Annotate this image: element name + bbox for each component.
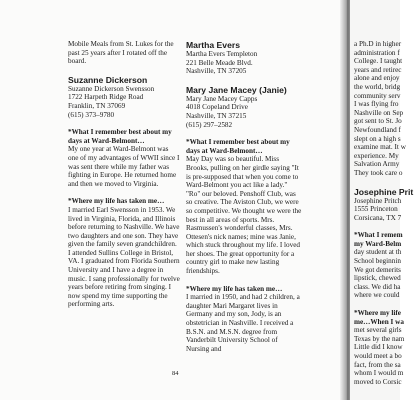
text-line: College. I taught <box>354 57 403 66</box>
text-line: the world, bridg <box>354 82 401 91</box>
text-line: lipstick, chewed <box>354 274 401 283</box>
answer-text: May Day was so beautiful. Miss Brooks, pulling on her girdle saying "It is pre-supposed that when you come to Ward-Belmont you act like a lady." "Ro" our beloved. Penshoff Club, was so creative. The Aviston Club, we were so competitive. We thought we were the best in all areas of sports. Mrs. Rasmussen's wonderful classes, Mrs. Ottesen's nick names; mine was Janie, which stuck throughout my life. I loved her shoes. The great opportunity for a country girl to make new lasting friendships. <box>186 155 302 276</box>
text-line: me…When I wa <box>354 317 404 326</box>
text-line: Nashville on Sep <box>354 108 404 117</box>
left-column-1 <box>68 40 180 309</box>
address-line: (615) 297–2582 <box>186 120 233 129</box>
address-line: Nashville, TN 37215 <box>186 111 247 120</box>
text-line: would meet a bo <box>354 352 402 360</box>
question-heading: *What I remember best about my days at Ward-Belmont… <box>68 128 172 145</box>
left-column-2 <box>186 40 302 353</box>
address-line: 221 Belle Meade Blvd. <box>186 58 253 67</box>
person-name: Suzanne Dickerson <box>68 74 148 85</box>
right-lines-bottom <box>354 318 414 387</box>
person-name: Martha Evers <box>186 40 240 50</box>
answer-text: I married in 1950, and had 2 children, a daughter Mari Margaret lives in Germany and my son, Jody, is an obstetrician in Nashville. I received a B.S.N. and M.S.N. degree from Vanderbilt University School of Nursing and <box>186 293 300 353</box>
text-line: got sent to St. Jo <box>354 117 402 126</box>
text-line: I was flying fro <box>354 100 399 109</box>
person-name: Josephine Prit <box>354 186 414 197</box>
question-heading: *Where my life <box>354 309 401 318</box>
address-line: Corsicana, TX 7 <box>354 213 402 222</box>
page-number: 84 <box>172 370 179 377</box>
address-line: 1722 Harpeth Ridge Road <box>68 93 144 102</box>
address-line: (615) 373–9780 <box>68 110 115 119</box>
right-lines-mid <box>354 240 414 300</box>
text-line: administration f <box>354 48 400 57</box>
text-line: slept on a high s <box>354 134 401 143</box>
text-line: examine mat. It w <box>354 143 406 152</box>
text-line: my Ward-Belm <box>354 239 402 248</box>
text-line: years and retirec <box>354 65 402 74</box>
text-line: community serv <box>354 91 401 100</box>
text-line: They took care o <box>354 168 403 177</box>
person-name: Mary Jane Macey (Janie) <box>186 84 287 95</box>
question-heading: *Where my life has taken me… <box>68 197 165 206</box>
text-line: moved to Corsic <box>354 377 402 386</box>
right-lines-top <box>354 40 414 178</box>
text-line: met several girls <box>354 326 402 335</box>
question-heading: *Where my life has taken me… <box>186 284 283 293</box>
address-line: 1555 Princeton <box>354 205 398 214</box>
text-line: fact, from the sa <box>354 360 401 369</box>
text-line: Little did I know <box>354 343 403 352</box>
text-line: class. We did ha <box>354 282 401 291</box>
text-line: Newfoundland f <box>354 125 401 134</box>
intro-text: Mobile Meals from St. Lukes for the past 25 years after I rotated off the board. <box>68 40 174 66</box>
text-line: day student at th <box>354 248 402 257</box>
address-line: Josephine Pritch <box>354 196 402 205</box>
text-line: Texas by the nam <box>354 334 405 343</box>
text-line: School beginnin <box>354 257 401 266</box>
address-line: 4018 Copeland Drive <box>186 103 248 112</box>
text-line: Salvation Army <box>354 160 400 169</box>
text-line: where we could <box>354 291 400 300</box>
text-line: alone and enjoy <box>354 74 400 83</box>
question-heading: *What I remember best about my days at Ward-Belmont… <box>186 138 290 155</box>
address-line: Franklin, TN 37069 <box>68 101 126 110</box>
text-line: We got demerits <box>354 265 401 274</box>
question-heading: *What I remem <box>354 231 403 240</box>
address-line: Nashville, TN 37205 <box>186 67 247 76</box>
address-line: Mary Jane Macey Capps <box>186 94 258 103</box>
text-line: experience. My <box>354 151 399 160</box>
address-line: Martha Evers Templeton <box>186 50 258 58</box>
answer-text: I married Earl Swensson in 1953. We lived in Virginia, Florida, and Illinois before returning to Nashville. We have two daughters and one son. They have given the family seven grandchildren. I attended Sullins College in Bristol, VA. I graduated from Florida Southern University and I have a degree in music. I sang professionally for twelve years before retiring from singing. I now spend my time supporting the performing arts. <box>68 205 180 309</box>
address-line: Suzanne Dickerson Swensson <box>68 84 155 93</box>
text-line: a Ph.D in higher <box>354 40 402 48</box>
right-column <box>354 40 414 386</box>
text-line: whom I would m <box>354 369 404 378</box>
answer-text: My one year at Ward-Belmont was one of my advantages of WWII since I was sent there while my father was fighting in Europe. He returned home and then we moved to Virginia. <box>68 145 180 188</box>
